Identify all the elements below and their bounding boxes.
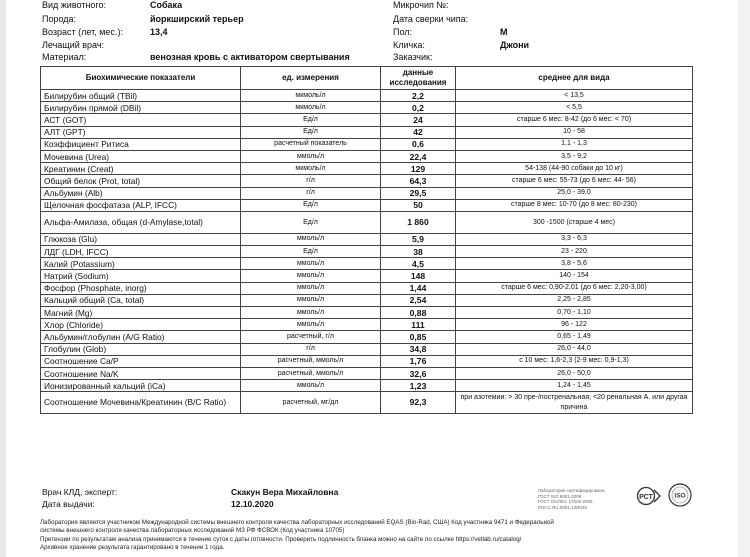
reference-range: 1,1 - 1,3 xyxy=(456,138,693,150)
reference-range: 1,24 - 1,45 xyxy=(456,380,693,392)
table-row xyxy=(41,331,693,343)
reference-range: 3,8 - 5,6 xyxy=(456,258,693,270)
indicator-name: ЛДГ (LDH, IFCC) xyxy=(41,246,241,258)
header-unit: ед. измерения xyxy=(241,67,381,90)
indicator-name: Соотношение Ca/P xyxy=(41,355,241,367)
indicator-name: Глюкоза (Glu) xyxy=(41,233,241,245)
breed-label: Порода: xyxy=(42,14,77,24)
results-table xyxy=(40,66,693,414)
date-label: Дата выдачи: xyxy=(42,499,95,509)
reference-range: 10 - 58 xyxy=(456,126,693,138)
result-value: 129 xyxy=(381,163,456,175)
table-row xyxy=(41,199,693,211)
unit-cell: Ед/л xyxy=(241,114,381,126)
table-row xyxy=(41,163,693,175)
indicator-name: Креатинин (Creat) xyxy=(41,163,241,175)
result-value: 1,23 xyxy=(381,380,456,392)
reference-range: 140 - 154 xyxy=(456,270,693,282)
species-value: Собака xyxy=(150,0,183,10)
result-value: 32,6 xyxy=(381,367,456,379)
indicator-name: Коэффициент Ритиса xyxy=(41,138,241,150)
result-value: 29,5 xyxy=(381,187,456,199)
unit-cell: расчетный, г/л xyxy=(241,331,381,343)
indicator-name: Хлор (Chloride) xyxy=(41,319,241,331)
cert-line: ГОСТ ISO/IEC 17025-2009 xyxy=(538,499,593,504)
reference-range: 300 -1500 (старше 4 мес) xyxy=(456,211,693,233)
reference-range: 0,70 - 1,10 xyxy=(456,307,693,319)
cert-line: Лаборатория сертифицирована xyxy=(538,488,605,493)
unit-cell: Ед/л xyxy=(241,246,381,258)
material-value: венозная кровь с активатором свертывания xyxy=(150,52,350,62)
unit-cell: ммоль/л xyxy=(241,319,381,331)
table-row xyxy=(41,343,693,355)
result-value: 38 xyxy=(381,246,456,258)
result-value: 1,76 xyxy=(381,355,456,367)
table-row xyxy=(41,187,693,199)
result-value: 42 xyxy=(381,126,456,138)
table-row xyxy=(41,380,693,392)
result-value: 111 xyxy=(381,319,456,331)
nick-label: Кличка: xyxy=(393,40,425,50)
table-row xyxy=(41,367,693,379)
table-row xyxy=(41,126,693,138)
reference-range: старше 6 мес: 55-73 (до 6 мес: 44- 56) xyxy=(456,175,693,187)
header-value: данные исследования xyxy=(381,67,456,90)
result-value: 0,88 xyxy=(381,307,456,319)
client-label: Заказчик: xyxy=(393,52,433,62)
result-value: 4,5 xyxy=(381,258,456,270)
iso-certification-logo xyxy=(668,483,692,507)
table-row xyxy=(41,150,693,162)
table-row xyxy=(41,392,693,414)
result-value: 1 860 xyxy=(381,211,456,233)
result-value: 148 xyxy=(381,270,456,282)
table-row xyxy=(41,282,693,294)
reference-range: при азотемии: > 30 пре-/постренальная; <20 ренальная А. или другая причина xyxy=(456,392,693,414)
unit-cell: ммоль/л xyxy=(241,270,381,282)
unit-cell: расчетный, ммоль/л xyxy=(241,367,381,379)
page-edge-left xyxy=(0,0,6,557)
indicator-name: Глобулин (Glob) xyxy=(41,343,241,355)
indicator-name: Магний (Mg) xyxy=(41,307,241,319)
indicator-name: Билирубин прямой (DBil) xyxy=(41,102,241,114)
result-value: 5,9 xyxy=(381,233,456,245)
table-row xyxy=(41,138,693,150)
table-row xyxy=(41,307,693,319)
result-value: 34,8 xyxy=(381,343,456,355)
header-indicator: Биохимические показатели xyxy=(41,67,241,90)
doctor-label: Врач КЛД, эксперт: xyxy=(42,487,118,497)
unit-cell: ммоль/л xyxy=(241,150,381,162)
certification-text xyxy=(538,488,605,510)
reference-range: < 5,5 xyxy=(456,102,693,114)
logo-b-text: ISO xyxy=(674,492,686,500)
reference-range: 23 - 220 xyxy=(456,246,693,258)
reference-range: < 13,5 xyxy=(456,90,693,102)
reference-range: 0,65 - 1,49 xyxy=(456,331,693,343)
result-value: 0,2 xyxy=(381,102,456,114)
unit-cell: мкмоль/л xyxy=(241,102,381,114)
result-value: 50 xyxy=(381,199,456,211)
unit-cell: мкмоль/л xyxy=(241,163,381,175)
table-row xyxy=(41,319,693,331)
table-row xyxy=(41,270,693,282)
unit-cell: г/л xyxy=(241,187,381,199)
table-row xyxy=(41,258,693,270)
unit-cell: ммоль/л xyxy=(241,380,381,392)
note-line-2: системы внешнего контроля качества лабораторных исследований МЗ РФ ФСВОК (Код участника 10705) xyxy=(40,527,345,534)
unit-cell: Ед/л xyxy=(241,199,381,211)
result-value: 2,2 xyxy=(381,90,456,102)
result-value: 2,54 xyxy=(381,294,456,306)
reference-range: 96 - 122 xyxy=(456,319,693,331)
unit-cell: г/л xyxy=(241,343,381,355)
table-row xyxy=(41,246,693,258)
unit-cell: мкмоль/л xyxy=(241,90,381,102)
table-row xyxy=(41,294,693,306)
indicator-name: Фосфор (Phosphate, inorg) xyxy=(41,282,241,294)
unit-cell: Ед/л xyxy=(241,126,381,138)
reference-range: 25,0 - 39,0 xyxy=(456,187,693,199)
indicator-name: Билирубин общий (TBil) xyxy=(41,90,241,102)
sex-value: М xyxy=(500,27,508,37)
unit-cell: ммоль/л xyxy=(241,307,381,319)
issue-date: 12.10.2020 xyxy=(231,499,274,509)
reference-range: 26,0 - 50,0 xyxy=(456,367,693,379)
result-value: 0,6 xyxy=(381,138,456,150)
chip-date-label: Дата сверки чипа: xyxy=(393,14,469,24)
page-edge-right xyxy=(738,0,750,557)
reference-range: старше 6 мес: 8-42 (до 6 мес: < 70) xyxy=(456,114,693,126)
unit-cell: г/л xyxy=(241,175,381,187)
indicator-name: Ионизированный кальций (iCa) xyxy=(41,380,241,392)
indicator-name: Кальций общий (Ca, total) xyxy=(41,294,241,306)
indicator-name: АСТ (GOT) xyxy=(41,114,241,126)
unit-cell: ммоль/л xyxy=(241,258,381,270)
result-value: 24 xyxy=(381,114,456,126)
indicator-name: Щелочная фосфатаза (ALP, IFCC) xyxy=(41,199,241,211)
table-row xyxy=(41,211,693,233)
indicator-name: Общий белок (Prot, total) xyxy=(41,175,241,187)
indicator-name: Соотношение Na/K xyxy=(41,367,241,379)
unit-cell: ммоль/л xyxy=(241,282,381,294)
reference-range: старше 8 мес: 10-70 (до 8 мес: 80-230) xyxy=(456,199,693,211)
table-row xyxy=(41,102,693,114)
result-value: 64,3 xyxy=(381,175,456,187)
result-value: 1,44 xyxy=(381,282,456,294)
reference-range: 3,3 - 6,3 xyxy=(456,233,693,245)
indicator-name: АЛТ (GPT) xyxy=(41,126,241,138)
unit-cell: расчетный показатель xyxy=(241,138,381,150)
note-line-4: Архивное хранение результата гарантировано в течение 1 года. xyxy=(40,544,225,551)
unit-cell: ммоль/л xyxy=(241,294,381,306)
indicator-name: Альбумин (Alb) xyxy=(41,187,241,199)
age-label: Возраст (лет, мес.): xyxy=(42,27,123,37)
table-row xyxy=(41,233,693,245)
reference-range: старше 6 мес: 0,90-2,01 (до 6 мес: 2,20-3,00) xyxy=(456,282,693,294)
indicator-name: Альфа-Амилаза, общая (d-Amylase,total) xyxy=(41,211,241,233)
logo-a-text: РСТ xyxy=(639,494,653,501)
result-value: 22,4 xyxy=(381,150,456,162)
vet-label: Лечащий врач: xyxy=(42,40,105,50)
age-value: 13,4 xyxy=(150,27,168,37)
chip-label: Микрочип №: xyxy=(393,0,449,10)
cert-line: ГОСТ ISO 9001-2008 xyxy=(538,493,582,499)
material-label: Материал: xyxy=(42,52,87,62)
breed-value: йоркширский терьер xyxy=(150,14,244,24)
reference-range: с 10 мес: 1,6-2,3 (2-9 мес: 0,9-1,3) xyxy=(456,355,693,367)
table-row xyxy=(41,355,693,367)
reference-range: 2,25 - 2,85 xyxy=(456,294,693,306)
cert-line: РОСС RU.0001.13ИК25 xyxy=(538,504,588,510)
reference-range: 54-138 (44-90 собаки до 10 кг) xyxy=(456,163,693,175)
note-line-3: Претензии по результатам анализа принимаются в течение суток с даты готовности. Проверить подлинность бланка можно на сайте по ссылке https://vetlab.ru/catalog/ xyxy=(40,536,522,543)
unit-cell: Ед/л xyxy=(241,211,381,233)
reference-range: 3,5 - 9,2 xyxy=(456,150,693,162)
sex-label: Пол: xyxy=(393,27,413,37)
indicator-name: Калий (Potassium) xyxy=(41,258,241,270)
table-row xyxy=(41,114,693,126)
result-value: 92,3 xyxy=(381,392,456,414)
indicator-name: Натрий (Sodium) xyxy=(41,270,241,282)
nick-value: Джони xyxy=(500,40,530,50)
result-value: 0,85 xyxy=(381,331,456,343)
header-reference: среднее для вида xyxy=(456,67,693,90)
unit-cell: расчетный, мг/дл xyxy=(241,392,381,414)
reference-range: 26,0 - 44,0 xyxy=(456,343,693,355)
table-header-row xyxy=(41,67,693,90)
table-row xyxy=(41,90,693,102)
species-label: Вид животного: xyxy=(42,0,107,10)
indicator-name: Альбумин/глобулин (A/G Ratio) xyxy=(41,331,241,343)
unit-cell: расчетный, ммоль/л xyxy=(241,355,381,367)
doctor-name: Скакун Вера Михайловна xyxy=(231,487,339,497)
note-line-1: Лаборатория является участником Международной системы внешнего контроля качества лабораторных исследований EQAS (Bio-Rad, США) Код участника 9471 и Федеральной xyxy=(40,519,554,526)
table-row xyxy=(41,175,693,187)
indicator-name: Мочевина (Urea) xyxy=(41,150,241,162)
rst-certification-logo xyxy=(636,486,662,506)
unit-cell: ммоль/л xyxy=(241,233,381,245)
indicator-name: Соотношение Мочевина/Креатинин (B/C Ratio) xyxy=(41,392,241,414)
